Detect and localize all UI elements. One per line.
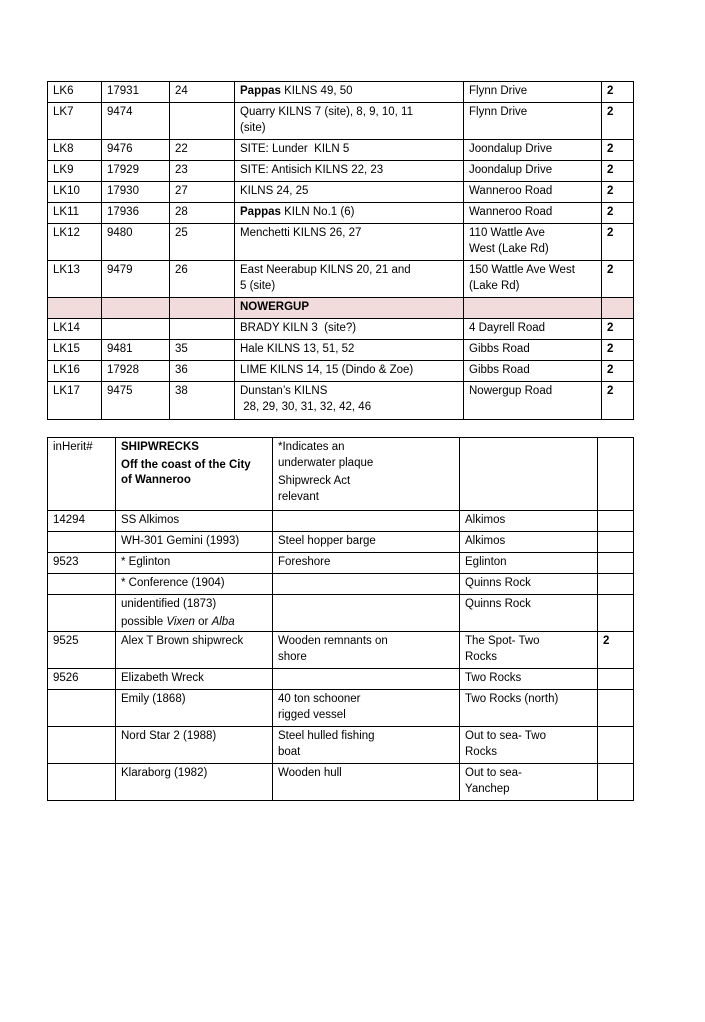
kiln-count-cell: 2: [602, 161, 634, 182]
wreck-location-cell: Quinns Rock: [460, 595, 598, 632]
table-row: [48, 553, 634, 574]
cell-line: (site): [240, 121, 266, 134]
kiln-num-cell: 27: [170, 182, 235, 203]
kiln-address-cell: Joondalup Drive: [464, 140, 602, 161]
table-row: [48, 82, 634, 103]
wreck-description-cell: [273, 632, 460, 669]
cell-line: East Neerabup KILNS 20, 21 and: [240, 264, 411, 276]
kiln-id-cell: LK10: [48, 182, 102, 203]
wreck-location-cell: Quinns Rock: [460, 574, 598, 595]
wreck-name-cell: WH-301 Gemini (1993): [116, 532, 273, 553]
kiln-num-cell: 28: [170, 203, 235, 224]
table-row: [48, 261, 634, 298]
table-row: [48, 574, 634, 595]
kiln-description-cell: [235, 261, 464, 298]
wreck-count-cell: [598, 511, 634, 532]
wreck-name-cell: Elizabeth Wreck: [116, 669, 273, 690]
wreck-count-cell: [598, 574, 634, 595]
kiln-desc-text: KILNS 49, 50: [280, 85, 353, 97]
table-row: [48, 182, 634, 203]
kiln-id-cell: LK17: [48, 382, 102, 420]
cell-line: Quarry KILNS 7 (site), 8, 9, 10, 11: [240, 106, 413, 118]
wreck-description-cell: [273, 574, 460, 595]
wreck-count-cell: [598, 764, 634, 801]
wreck-inherit-cell: [48, 727, 116, 764]
wreck-location-cell: Alkimos: [460, 532, 598, 553]
note-line: relevant: [278, 490, 319, 503]
kiln-inherit-cell: 9481: [102, 340, 170, 361]
wreck-description-cell: [273, 690, 460, 727]
kiln-address-cell: Nowergup Road: [464, 382, 602, 420]
wreck-location-cell: Two Rocks: [460, 669, 598, 690]
kiln-address-cell: Flynn Drive: [464, 103, 602, 140]
cell-line: Wooden remnants on: [278, 635, 388, 647]
kiln-id-cell: LK15: [48, 340, 102, 361]
wreck-description-cell: [273, 595, 460, 632]
cell-line: 5 (site): [240, 279, 276, 292]
kiln-count-cell: 2: [602, 103, 634, 140]
wreck-inherit-cell: [48, 532, 116, 553]
kiln-description-cell: Menchetti KILNS 26, 27: [235, 224, 464, 261]
kiln-description-cell: KILNS 24, 25: [235, 182, 464, 203]
wreck-description-cell: Foreshore: [273, 553, 460, 574]
cell-line: Out to sea-: [465, 767, 522, 779]
kiln-count-cell: 2: [602, 140, 634, 161]
table-row: [48, 340, 634, 361]
kiln-address-cell: Flynn Drive: [464, 82, 602, 103]
kiln-name-bold: Pappas: [240, 85, 281, 97]
table-title: SHIPWRECKS: [121, 441, 199, 453]
kiln-description-cell: BRADY KILN 3 (site?): [235, 319, 464, 340]
kiln-inherit-cell: 9480: [102, 224, 170, 261]
kiln-inherit-cell: 9475: [102, 382, 170, 420]
cell-line: Steel hulled fishing: [278, 730, 375, 742]
wreck-description-cell: Wooden hull: [273, 764, 460, 801]
wreck-location-cell: [460, 438, 598, 511]
kiln-inherit-cell: [102, 319, 170, 340]
kiln-num-cell: 38: [170, 382, 235, 420]
kiln-num-cell: [170, 319, 235, 340]
table-row: [48, 382, 634, 420]
cell-line: West (Lake Rd): [469, 242, 549, 255]
cell-line: (Lake Rd): [469, 279, 520, 292]
cell-line: shore: [278, 650, 307, 663]
kiln-address-cell: [464, 224, 602, 261]
wreck-location-cell: Alkimos: [460, 511, 598, 532]
note-line: underwater plaque: [278, 456, 374, 469]
kiln-count-cell: 2: [602, 203, 634, 224]
kiln-id-cell: [48, 298, 102, 319]
wreck-count-cell: [598, 727, 634, 764]
cell-line: [121, 615, 267, 631]
wreck-description-cell: [273, 727, 460, 764]
section-title: NOWERGUP: [240, 301, 309, 313]
kiln-id-cell: LK12: [48, 224, 102, 261]
kiln-num-cell: [170, 298, 235, 319]
cell-text: possible: [121, 615, 167, 628]
kiln-inherit-cell: 9474: [102, 103, 170, 140]
kiln-inherit-cell: 17928: [102, 361, 170, 382]
wreck-name-cell: Emily (1868): [116, 690, 273, 727]
table-subtitle-line: of Wanneroo: [121, 474, 191, 486]
kiln-address-cell: 4 Dayrell Road: [464, 319, 602, 340]
table-row: [48, 103, 634, 140]
cell-line: Out to sea- Two: [465, 730, 546, 742]
kiln-description-cell: SITE: Antisich KILNS 22, 23: [235, 161, 464, 182]
kiln-description-cell: Hale KILNS 13, 51, 52: [235, 340, 464, 361]
kiln-id-cell: LK14: [48, 319, 102, 340]
kiln-inherit-cell: 17929: [102, 161, 170, 182]
kiln-inherit-cell: 17930: [102, 182, 170, 203]
kiln-count-cell: 2: [602, 340, 634, 361]
wreck-inherit-cell: 9523: [48, 553, 116, 574]
cell-line: 110 Wattle Ave: [469, 227, 545, 239]
cell-line: 150 Wattle Ave West: [469, 264, 575, 276]
wreck-count-cell: [598, 595, 634, 632]
kiln-address-cell: [464, 261, 602, 298]
note-line: *Indicates an: [278, 441, 345, 453]
table-row: [48, 764, 634, 801]
table-row: [48, 319, 634, 340]
kiln-count-cell: [602, 298, 634, 319]
wreck-count-cell: [598, 438, 634, 511]
kiln-inherit-cell: 9476: [102, 140, 170, 161]
wreck-name-cell: Klaraborg (1982): [116, 764, 273, 801]
wreck-description-cell: [273, 669, 460, 690]
kiln-count-cell: 2: [602, 224, 634, 261]
table-row: [48, 140, 634, 161]
kiln-desc-text: KILN No.1 (6): [280, 206, 355, 218]
wreck-inherit-cell: [48, 595, 116, 632]
table-row: [48, 669, 634, 690]
wreck-count-cell: [598, 553, 634, 574]
kiln-num-cell: 24: [170, 82, 235, 103]
kiln-count-cell: 2: [602, 361, 634, 382]
kiln-count-cell: 2: [602, 319, 634, 340]
wreck-title-cell: [116, 438, 273, 511]
wreck-description-cell: Steel hopper barge: [273, 532, 460, 553]
table-row: [48, 727, 634, 764]
wreck-name-cell: SS Alkimos: [116, 511, 273, 532]
wreck-inherit-cell: [48, 574, 116, 595]
kiln-id-cell: LK9: [48, 161, 102, 182]
kiln-id-cell: LK11: [48, 203, 102, 224]
cell-line: The Spot- Two: [465, 635, 540, 647]
wreck-name-cell: * Eglinton: [116, 553, 273, 574]
wreck-location-cell: [460, 632, 598, 669]
kiln-description-cell: [235, 82, 464, 103]
kiln-address-cell: [464, 298, 602, 319]
kiln-num-cell: 26: [170, 261, 235, 298]
wreck-location-cell: [460, 727, 598, 764]
note-line: Shipwreck Act: [278, 475, 351, 487]
wreck-name-cell: [116, 595, 273, 632]
wreck-inherit-cell: [48, 764, 116, 801]
wreck-count-cell: [598, 690, 634, 727]
table-header-row: [48, 438, 634, 511]
wreck-inherit-cell: [48, 690, 116, 727]
kiln-id-cell: LK16: [48, 361, 102, 382]
cell-line: unidentified (1873): [121, 598, 217, 610]
wreck-inherit-cell: 9525: [48, 632, 116, 669]
wreck-inherit-cell: 9526: [48, 669, 116, 690]
cell-line: Yanchep: [465, 782, 510, 795]
kiln-num-cell: 36: [170, 361, 235, 382]
table-row: [48, 224, 634, 261]
ship-name-italic: Vixen: [166, 615, 195, 628]
cell-line: Dunstan’s KILNS: [240, 385, 328, 397]
wreck-location-cell: Eglinton: [460, 553, 598, 574]
cell-line: boat: [278, 745, 301, 758]
kiln-address-cell: Wanneroo Road: [464, 203, 602, 224]
kiln-num-cell: 25: [170, 224, 235, 261]
kiln-description-cell: [235, 203, 464, 224]
kiln-num-cell: 23: [170, 161, 235, 182]
kiln-address-cell: Gibbs Road: [464, 361, 602, 382]
table-row: [48, 532, 634, 553]
kiln-name-bold: Pappas: [240, 206, 281, 218]
table-row: [48, 632, 634, 669]
lime-kilns-table: [47, 81, 634, 420]
kiln-id-cell: LK13: [48, 261, 102, 298]
kiln-count-cell: 2: [602, 261, 634, 298]
kiln-num-cell: 35: [170, 340, 235, 361]
wreck-description-cell: [273, 511, 460, 532]
table-row: [48, 690, 634, 727]
kiln-description-cell: [235, 103, 464, 140]
wreck-count-cell: [598, 532, 634, 553]
kiln-id-cell: LK8: [48, 140, 102, 161]
cell-line: 40 ton schooner: [278, 693, 361, 705]
cell-line: 28, 29, 30, 31, 32, 42, 46: [240, 400, 372, 413]
kiln-num-cell: [170, 103, 235, 140]
kiln-address-cell: Gibbs Road: [464, 340, 602, 361]
kiln-id-cell: LK6: [48, 82, 102, 103]
cell-line: Rocks: [465, 745, 497, 758]
table-row: [48, 595, 634, 632]
table-row: [48, 203, 634, 224]
wreck-inherit-header-cell: inHerit#: [48, 438, 116, 511]
kiln-address-cell: Joondalup Drive: [464, 161, 602, 182]
kiln-num-cell: 22: [170, 140, 235, 161]
ship-name-italic: Alba: [211, 615, 235, 628]
kiln-count-cell: 2: [602, 182, 634, 203]
kiln-count-cell: 2: [602, 82, 634, 103]
table-row: [48, 511, 634, 532]
kiln-count-cell: 2: [602, 382, 634, 420]
kiln-inherit-cell: [102, 298, 170, 319]
wreck-location-cell: Two Rocks (north): [460, 690, 598, 727]
cell-line: Rocks: [465, 650, 497, 663]
shipwrecks-table: [47, 437, 634, 801]
kiln-address-cell: Wanneroo Road: [464, 182, 602, 203]
wreck-name-cell: * Conference (1904): [116, 574, 273, 595]
section-header-row: [48, 298, 634, 319]
cell-line: rigged vessel: [278, 708, 346, 721]
wreck-count-cell: [598, 669, 634, 690]
wreck-name-cell: Alex T Brown shipwreck: [116, 632, 273, 669]
wreck-location-cell: [460, 764, 598, 801]
kiln-description-cell: LIME KILNS 14, 15 (Dindo & Zoe): [235, 361, 464, 382]
wreck-name-cell: Nord Star 2 (1988): [116, 727, 273, 764]
wreck-count-cell: 2: [598, 632, 634, 669]
kiln-inherit-cell: 9479: [102, 261, 170, 298]
kiln-section-cell: [235, 298, 464, 319]
wreck-inherit-cell: 14294: [48, 511, 116, 532]
table-row: [48, 161, 634, 182]
cell-text: or: [194, 615, 212, 628]
kiln-inherit-cell: 17931: [102, 82, 170, 103]
table-row: [48, 361, 634, 382]
kiln-description-cell: [235, 382, 464, 420]
table-subtitle-line: Off the coast of the City: [121, 458, 251, 471]
wreck-note-cell: [273, 438, 460, 511]
kiln-inherit-cell: 17936: [102, 203, 170, 224]
kiln-description-cell: SITE: Lunder KILN 5: [235, 140, 464, 161]
kiln-id-cell: LK7: [48, 103, 102, 140]
